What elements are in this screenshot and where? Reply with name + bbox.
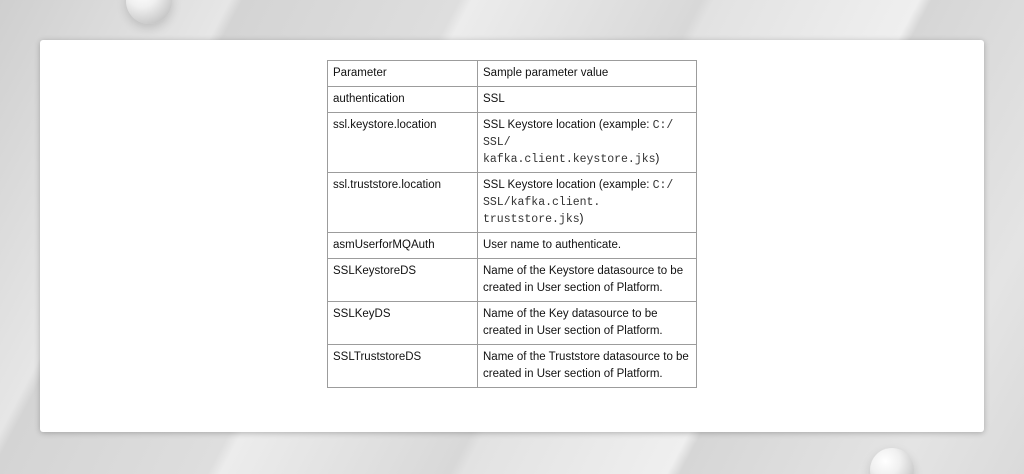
parameter-value: Name of the Key datasource to be created in User section of Platform. — [478, 302, 697, 345]
parameter-value: SSL — [478, 87, 697, 113]
parameter-name: ssl.truststore.location — [328, 173, 478, 233]
code-path-part: kafka.client.keystore.jks — [483, 153, 656, 166]
decorative-sphere-top — [126, 0, 172, 24]
code-path-part: truststore.jks — [483, 213, 580, 226]
code-path-part: SSL/ — [483, 136, 511, 149]
parameter-value: User name to authenticate. — [478, 233, 697, 259]
code-path-part: C:/ — [652, 119, 674, 132]
parameter-name: asmUserforMQAuth — [328, 233, 478, 259]
value-text: SSL Keystore location (example: — [483, 179, 653, 191]
parameter-name: SSLKeyDS — [328, 302, 478, 345]
parameter-name: authentication — [328, 87, 478, 113]
value-suffix: ) — [655, 153, 660, 165]
parameter-name: SSLKeystoreDS — [328, 259, 478, 302]
parameter-value — [478, 173, 697, 233]
code-path-part: SSL/kafka.client. — [483, 196, 601, 209]
parameter-table — [327, 60, 697, 388]
parameter-name: SSLTruststoreDS — [328, 345, 478, 388]
table-header-row — [328, 61, 697, 87]
content-card — [40, 40, 984, 432]
parameter-value: Name of the Truststore datasource to be created in User section of Platform. — [478, 345, 697, 388]
table-row — [328, 233, 697, 259]
parameter-value: Name of the Keystore datasource to be created in User section of Platform. — [478, 259, 697, 302]
table-row — [328, 259, 697, 302]
value-text: SSL Keystore location (example: — [483, 119, 653, 131]
table-row — [328, 113, 697, 173]
parameter-name: ssl.keystore.location — [328, 113, 478, 173]
parameter-value — [478, 113, 697, 173]
table-row — [328, 173, 697, 233]
table-row — [328, 302, 697, 345]
decorative-sphere-bottom — [870, 448, 914, 474]
value-suffix: ) — [579, 213, 584, 225]
table-row — [328, 87, 697, 113]
code-path-part: C:/ — [652, 179, 674, 192]
column-header-parameter: Parameter — [328, 61, 478, 87]
column-header-sample-value: Sample parameter value — [478, 61, 697, 87]
table-row — [328, 345, 697, 388]
